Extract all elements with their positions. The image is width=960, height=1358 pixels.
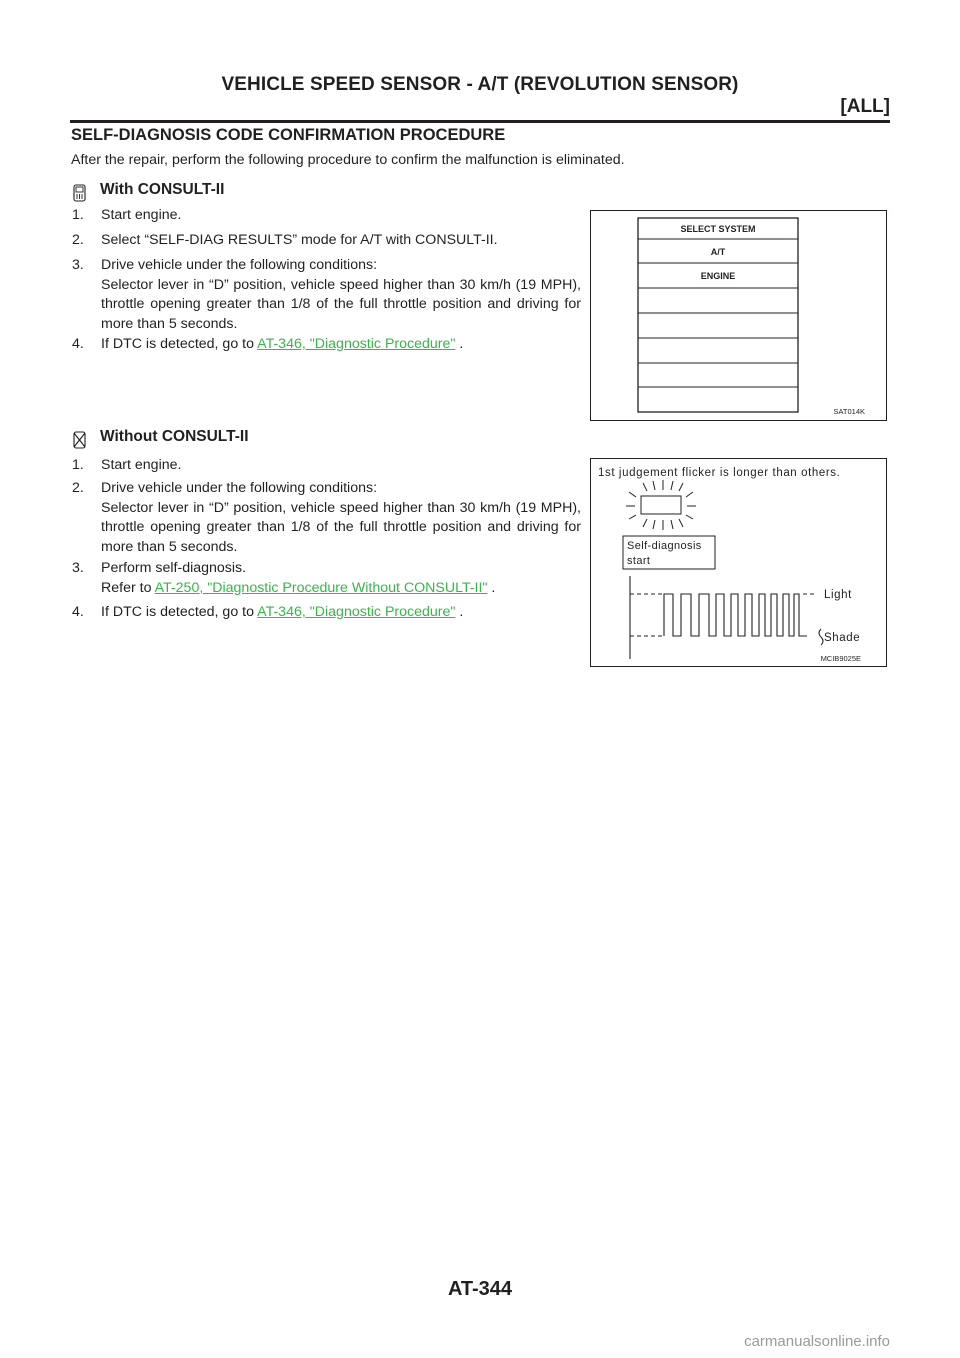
step-text: Drive vehicle under the following conditions: xyxy=(101,480,378,496)
with-consult-step-3 xyxy=(71,256,581,334)
menu-item-engine: ENGINE xyxy=(700,271,736,281)
diagnostic-procedure-link[interactable]: AT-346, "Diagnostic Procedure" xyxy=(257,336,456,352)
with-consult-step-1 xyxy=(71,206,581,226)
section-title: SELF-DIAGNOSIS CODE CONFIRMATION PROCEDURE xyxy=(71,126,506,144)
without-consult-step-4 xyxy=(71,603,581,623)
consult-tester-icon xyxy=(72,183,88,208)
start-box-label-1: Self-diagnosis xyxy=(627,540,702,552)
step-number: 3. xyxy=(72,560,84,576)
step-number: 3. xyxy=(72,257,84,273)
no-consult-icon xyxy=(72,430,88,455)
select-system-figure xyxy=(590,210,887,421)
step-text: If DTC is detected, go to xyxy=(101,604,254,620)
menu-title: SELECT SYSTEM xyxy=(680,224,756,234)
step-detail: Refer to xyxy=(101,579,152,596)
step-text: Perform self-diagnosis. xyxy=(101,560,247,576)
step-text: Start engine. xyxy=(101,207,182,223)
without-consult-step-3 xyxy=(71,559,581,598)
step-number: 2. xyxy=(72,480,84,496)
figure-code: SAT014K xyxy=(833,407,865,416)
step-number: 2. xyxy=(72,232,84,248)
step-detail: Selector lever in “D” position, vehicle speed higher than 30 km/h (19 MPH), throttle opening greater than 1/8 of the full throttle position and driving for more than 5 seconds. xyxy=(101,499,581,555)
watermark: carmanualsonline.info xyxy=(744,1333,890,1350)
step-trailer: . xyxy=(455,336,464,352)
self-diagnosis-flicker-figure xyxy=(590,458,887,667)
page-header-title: VEHICLE SPEED SENSOR - A/T (REVOLUTION SENSOR) xyxy=(221,74,739,95)
step-number: 4. xyxy=(72,336,84,352)
start-box-label-2: start xyxy=(627,555,651,567)
diagnostic-procedure-without-consult-link[interactable]: AT-250, "Diagnostic Procedure Without CONSULT-II" xyxy=(154,579,488,596)
step-text: Drive vehicle under the following conditions: xyxy=(101,257,378,273)
with-consult-step-2 xyxy=(71,231,581,251)
page-header-section: [ALL] xyxy=(840,96,890,117)
without-consult-heading: Without CONSULT-II xyxy=(100,428,249,445)
shade-label: Shade xyxy=(824,632,861,644)
step-detail: Selector lever in “D” position, vehicle speed higher than 30 km/h (19 MPH), throttle opening greater than 1/8 of the full throttle position and driving for more than 5 seconds. xyxy=(101,276,581,332)
intro-text: After the repair, perform the following procedure to confirm the malfunction is eliminated. xyxy=(71,152,625,168)
light-label: Light xyxy=(824,589,852,601)
step-text: Select “SELF-DIAG RESULTS” mode for A/T with CONSULT-II. xyxy=(101,232,498,248)
with-consult-heading: With CONSULT-II xyxy=(100,181,225,198)
step-text: If DTC is detected, go to xyxy=(101,336,254,352)
flashing-lamp-icon xyxy=(626,480,696,530)
with-consult-step-4 xyxy=(71,335,581,355)
step-number: 4. xyxy=(72,604,84,620)
without-consult-step-2 xyxy=(71,479,581,557)
step-number: 1. xyxy=(72,207,84,223)
flicker-timing-diagram xyxy=(630,576,823,659)
without-consult-step-1 xyxy=(71,456,581,476)
step-text: Start engine. xyxy=(101,457,182,473)
page-number: AT-344 xyxy=(447,1278,513,1300)
step-trailer: . xyxy=(455,604,464,620)
figure-caption: 1st judgement flicker is longer than others. xyxy=(598,467,841,479)
step-number: 1. xyxy=(72,457,84,473)
step-trailer: . xyxy=(487,579,496,596)
diagnostic-procedure-link[interactable]: AT-346, "Diagnostic Procedure" xyxy=(257,604,456,620)
figure-code: MCIB9025E xyxy=(820,654,861,663)
header-divider xyxy=(70,120,890,123)
menu-item-at: A/T xyxy=(710,247,726,257)
